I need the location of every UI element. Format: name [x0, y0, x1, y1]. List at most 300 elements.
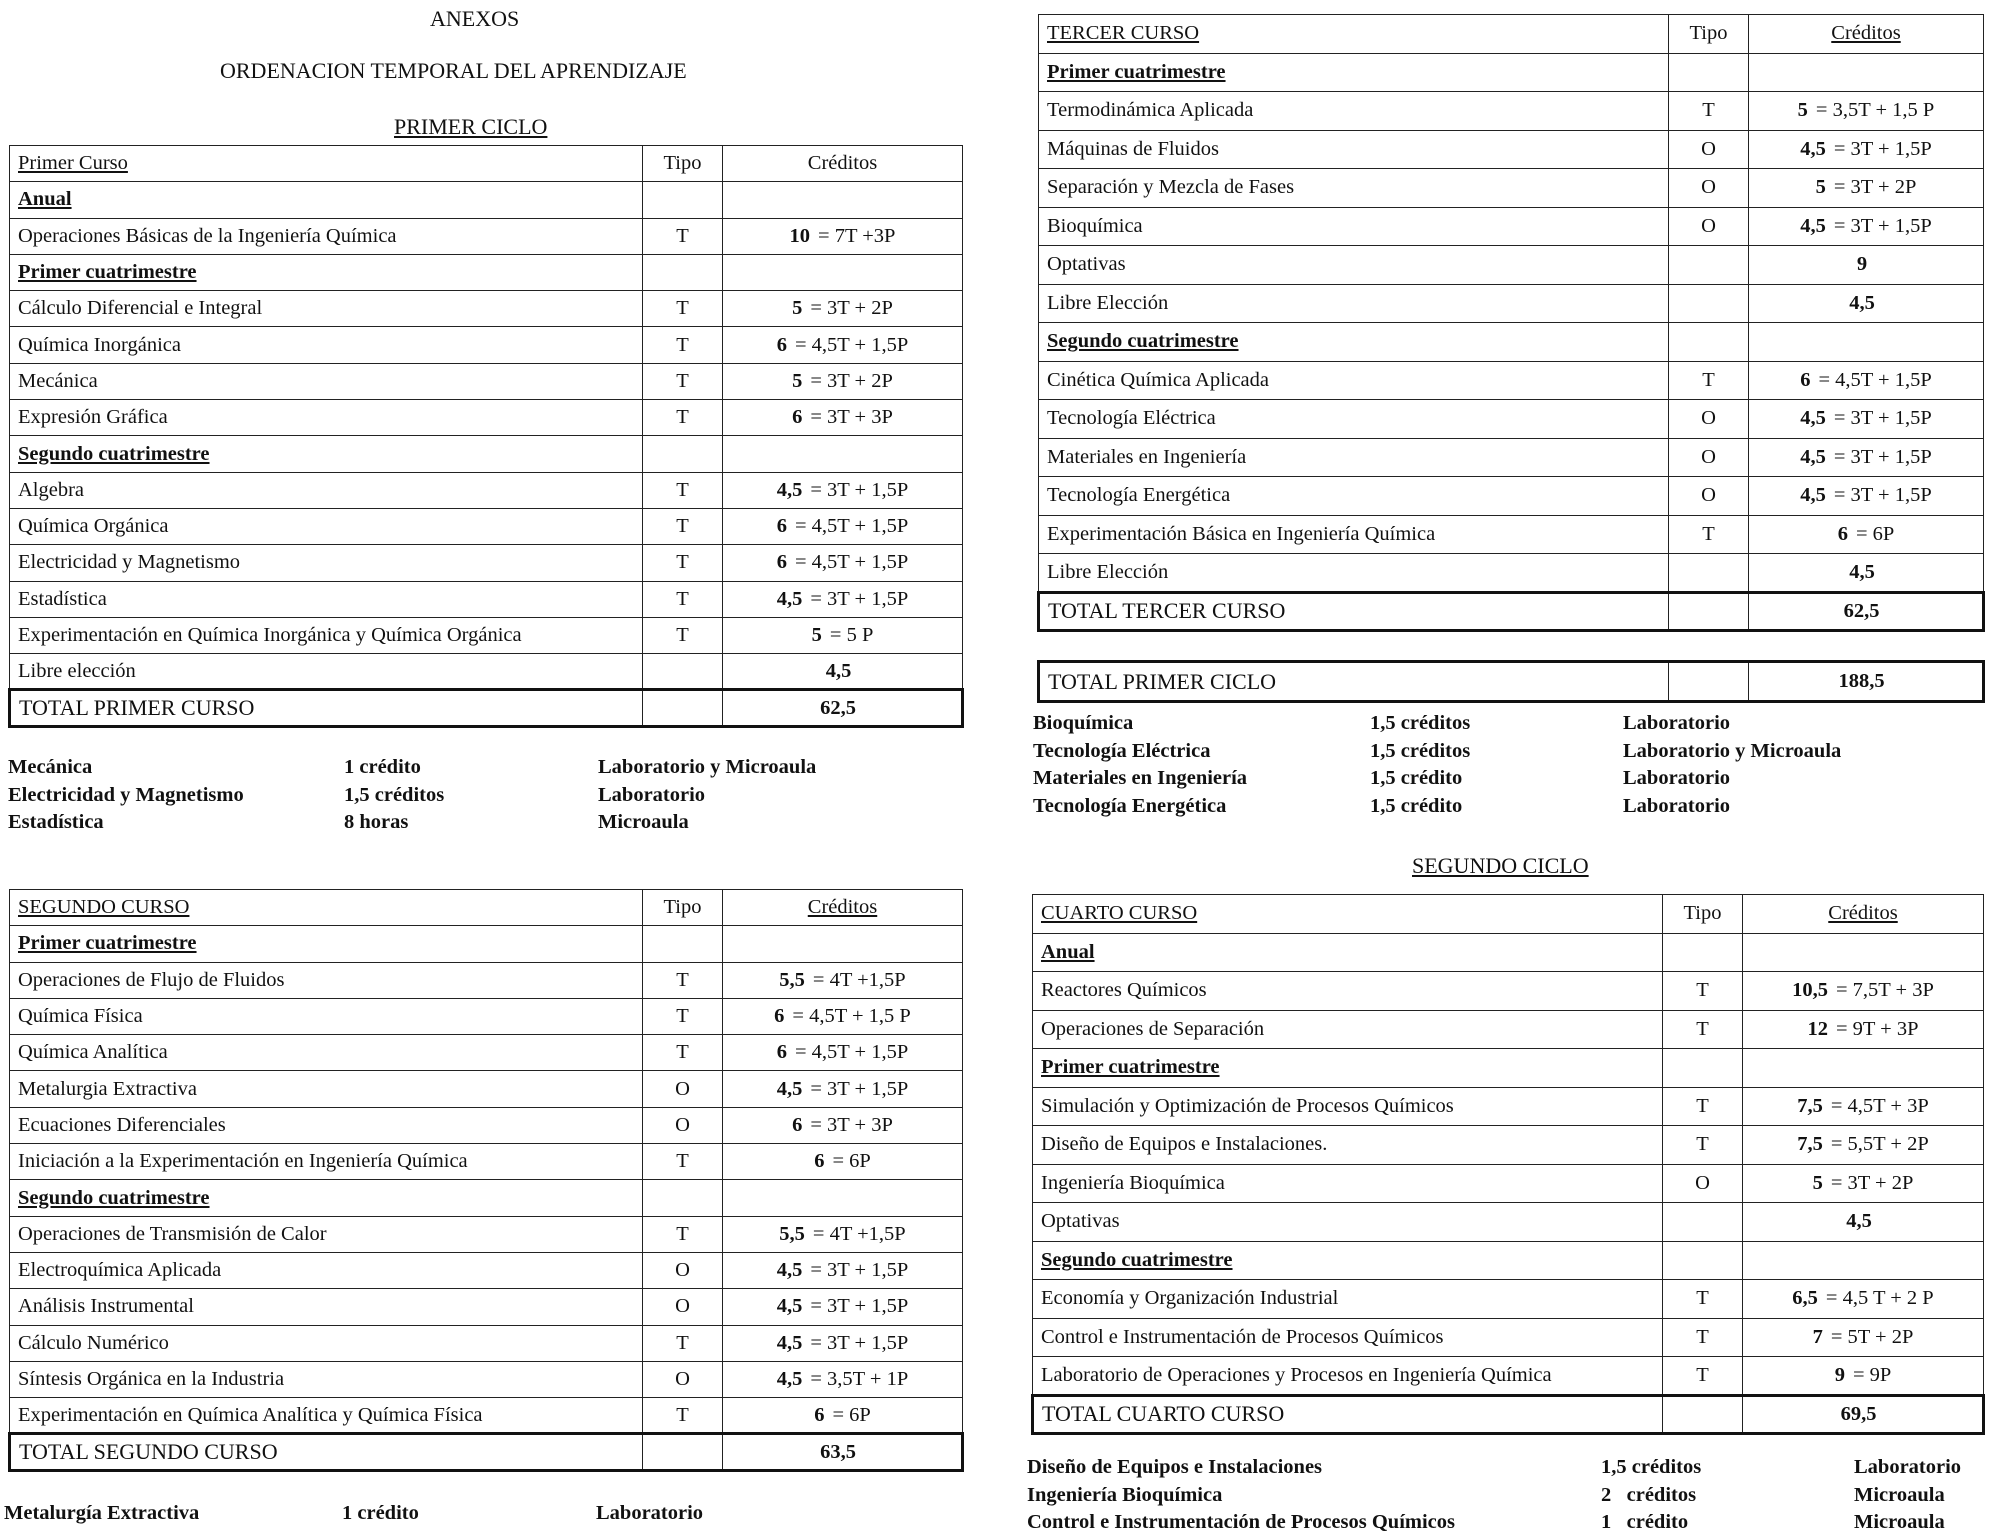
segundo-curso-notes: [4, 1502, 964, 1530]
tipo-cell: [1669, 323, 1749, 362]
credit-breakdown: = 4,5T + 3P: [1830, 1094, 1929, 1117]
creditos-cell: [723, 998, 963, 1034]
section-label: Primer cuatrimestre: [10, 926, 643, 962]
creditos-cell: [723, 508, 963, 544]
note-place: Laboratorio: [1854, 1456, 1962, 1478]
table-row: [1039, 515, 1984, 554]
total-row: [10, 690, 963, 726]
tipo-cell: T: [643, 1216, 723, 1252]
subject-label: Cinética Química Aplicada: [1039, 361, 1669, 400]
creditos-cell: [1749, 438, 1984, 477]
credit-total: 5: [792, 297, 803, 320]
table-row: [1033, 1164, 1984, 1203]
subject-label: Química Física: [10, 998, 643, 1034]
credit-total: 4,5: [1800, 484, 1826, 507]
tipo-cell: T: [643, 581, 723, 617]
credit-breakdown: = 4,5T + 1,5P: [794, 333, 909, 356]
table-row: [1039, 554, 1984, 593]
table-row: [10, 1325, 963, 1361]
creditos-cell: [1749, 207, 1984, 246]
table-row: [10, 654, 963, 690]
section-row: [10, 182, 963, 218]
section-label: Segundo cuatrimestre: [10, 1180, 643, 1216]
credit-total: 5: [1797, 99, 1808, 122]
table-row: [10, 1398, 963, 1434]
tipo-cell: T: [643, 291, 723, 327]
section-label: Segundo cuatrimestre: [1039, 323, 1669, 362]
creditos-cell: [723, 327, 963, 363]
subject-label: Operaciones de Transmisión de Calor: [10, 1216, 643, 1252]
credit-breakdown: = 5,5T + 2P: [1830, 1133, 1929, 1156]
table-row: [10, 1289, 963, 1325]
table-row: [1033, 1318, 1984, 1357]
table-row: [1039, 246, 1984, 285]
table-row: [1033, 1357, 1984, 1396]
creditos-cell: [723, 1289, 963, 1325]
tipo-cell: O: [643, 1361, 723, 1397]
creditos-cell: [723, 962, 963, 998]
tipo-cell: T: [1663, 1087, 1743, 1126]
note-credits: 1 crédito: [344, 756, 421, 778]
creditos-cell: [1749, 92, 1984, 131]
credit-breakdown: = 3T + 1,5P: [810, 1259, 909, 1282]
tercer-curso-table: [1037, 14, 1985, 632]
primer-curso-table: [8, 145, 964, 728]
credit-breakdown: = 6P: [832, 1150, 871, 1173]
credit-breakdown: = 3T + 1,5P: [810, 1077, 909, 1100]
creditos-cell: [723, 1252, 963, 1288]
table-row: [1033, 1087, 1984, 1126]
credit-breakdown: = 3T + 1,5P: [1833, 214, 1932, 237]
credit-breakdown: = 3T + 2P: [810, 297, 893, 320]
credit-total: 4,5: [1800, 214, 1826, 237]
creditos-cell: [1749, 53, 1984, 92]
subject-label: Electroquímica Aplicada: [10, 1252, 643, 1288]
subject-label: Operaciones de Separación: [1033, 1010, 1663, 1049]
note-row: [1033, 712, 1993, 740]
creditos-cell: [723, 1361, 963, 1397]
credit-breakdown: = 3T + 1,5P: [1833, 445, 1932, 468]
tipo-cell: [643, 1180, 723, 1216]
section-row: [1033, 1241, 1984, 1280]
credit-breakdown: = 3T + 1,5P: [1833, 137, 1932, 160]
tipo-cell: [643, 182, 723, 218]
creditos-header: Créditos: [723, 890, 963, 926]
creditos-cell: [723, 291, 963, 327]
credit-total: 4,5: [776, 1259, 803, 1282]
credit-breakdown: = 9T + 3P: [1835, 1017, 1919, 1040]
tipo-cell: T: [1663, 1280, 1743, 1319]
subject-label: Separación y Mezcla de Fases: [1039, 169, 1669, 208]
tipo-cell: T: [643, 1035, 723, 1071]
tipo-cell: [643, 690, 723, 726]
credit-breakdown: = 4T +1,5P: [812, 968, 906, 991]
table-row: [1033, 1010, 1984, 1049]
credit-breakdown: = 3T + 3P: [810, 1113, 893, 1136]
subject-label: Control e Instrumentación de Procesos Químicos: [1033, 1318, 1663, 1357]
note-credits: 1 crédito: [342, 1502, 419, 1524]
creditos-cell: [1749, 662, 1984, 702]
tipo-cell: O: [1669, 438, 1749, 477]
note-subject: Control e Instrumentación de Procesos Químicos: [1027, 1511, 1456, 1533]
creditos-cell: [723, 1216, 963, 1252]
tipo-cell: [1669, 53, 1749, 92]
tipo-cell: T: [1663, 1126, 1743, 1165]
second-cycle-heading: SEGUNDO CICLO: [1412, 853, 1589, 878]
table-row: [10, 472, 963, 508]
credit-breakdown: = 5T + 2P: [1830, 1325, 1914, 1348]
creditos-cell: [723, 400, 963, 436]
note-row: [8, 811, 968, 839]
credit-total: 9: [1834, 1363, 1845, 1386]
credit-total: 4,5: [776, 1368, 803, 1390]
section-row: [1033, 933, 1984, 972]
subject-label: Cálculo Numérico: [10, 1325, 643, 1361]
creditos-cell: [1749, 592, 1984, 631]
tipo-cell: T: [643, 508, 723, 544]
creditos-header: Créditos: [723, 146, 963, 182]
tipo-cell: T: [643, 327, 723, 363]
table-row: [10, 327, 963, 363]
tipo-cell: T: [643, 218, 723, 254]
note-row: [1033, 795, 1993, 823]
tipo-cell: [1663, 1395, 1743, 1434]
total-row: [10, 1434, 963, 1470]
credit-total: 10,5: [1792, 979, 1828, 1002]
credit-total: 6,5: [1792, 1287, 1818, 1310]
creditos-cell: [723, 182, 963, 218]
table-header-row: [10, 890, 963, 926]
note-credits: 1,5 créditos: [1601, 1456, 1702, 1478]
credit-total: 5: [811, 624, 822, 646]
creditos-header: Créditos: [1743, 895, 1984, 934]
credit-total: 4,5: [776, 1077, 803, 1100]
credit-breakdown: = 3T + 1,5P: [810, 1331, 909, 1354]
primer-curso-notes: [8, 756, 968, 839]
tipo-cell: O: [643, 1107, 723, 1143]
total-row: [1039, 592, 1984, 631]
cuarto-curso-table: [1031, 894, 1985, 1435]
section-row: [10, 254, 963, 290]
subject-label: Laboratorio de Operaciones y Procesos en Ingeniería Química: [1033, 1357, 1663, 1396]
table-header-row: [10, 146, 963, 182]
table-row: [10, 363, 963, 399]
note-subject: Tecnología Eléctrica: [1033, 739, 1211, 762]
creditos-cell: [723, 654, 963, 690]
subject-label: Termodinámica Aplicada: [1039, 92, 1669, 131]
tipo-cell: T: [643, 617, 723, 653]
subject-label: Libre Elección: [1039, 554, 1669, 593]
creditos-cell: [723, 690, 963, 726]
table-row: [10, 1144, 963, 1180]
creditos-cell: [723, 617, 963, 653]
credit-breakdown: = 7,5T + 3P: [1835, 979, 1934, 1002]
credit-total: 6: [814, 1403, 825, 1426]
table-row: [1033, 1280, 1984, 1319]
note-credits: 8 horas: [344, 811, 409, 833]
creditos-cell: [1749, 400, 1984, 439]
subject-label: Simulación y Optimización de Procesos Químicos: [1033, 1087, 1663, 1126]
credit-total: 4,5: [1846, 1210, 1872, 1233]
tipo-cell: [643, 254, 723, 290]
subject-label: Operaciones Básicas de la Ingeniería Química: [10, 218, 643, 254]
table-row: [1033, 972, 1984, 1011]
subject-label: Operaciones de Flujo de Fluidos: [10, 962, 643, 998]
tipo-cell: T: [643, 472, 723, 508]
note-place: Microaula: [598, 811, 689, 833]
subject-label: Estadística: [10, 581, 643, 617]
table-row: [10, 1252, 963, 1288]
table-header-row: [1033, 895, 1984, 934]
credit-total: 4,5: [1800, 407, 1826, 430]
creditos-cell: [1743, 1126, 1984, 1165]
table-row: [10, 400, 963, 436]
tercer-curso-notes: [1033, 712, 1993, 822]
credit-total: 6: [792, 406, 803, 429]
creditos-cell: [723, 1035, 963, 1071]
subject-label: Experimentación en Química Inorgánica y Química Orgánica: [10, 617, 643, 653]
table-row: [10, 617, 963, 653]
credit-breakdown: = 3T + 2P: [810, 369, 893, 392]
course-title: Primer Curso: [10, 146, 643, 182]
creditos-cell: [1743, 1010, 1984, 1049]
credit-breakdown: = 3T + 1,5P: [810, 1295, 909, 1318]
credit-total: 5: [1815, 176, 1826, 199]
table-row: [1039, 130, 1984, 169]
credit-total: 7: [1812, 1325, 1823, 1348]
credit-breakdown: = 6P: [1855, 522, 1895, 545]
subject-label: TOTAL TERCER CURSO: [1039, 592, 1669, 631]
section-label: Anual: [1033, 933, 1663, 972]
table-row: [10, 218, 963, 254]
note-place: Laboratorio: [596, 1502, 704, 1524]
subject-label: Bioquímica: [1039, 207, 1669, 246]
tipo-cell: T: [643, 962, 723, 998]
credit-total: 6: [776, 1041, 787, 1064]
credit-breakdown: = 4,5T + 1,5P: [794, 551, 909, 574]
section-label: Segundo cuatrimestre: [1033, 1241, 1663, 1280]
credit-total: 12: [1807, 1017, 1828, 1040]
credit-total: 4,5: [825, 659, 852, 682]
total-row: [1039, 662, 1984, 702]
credit-total: 6: [792, 1113, 803, 1136]
creditos-cell: [723, 1144, 963, 1180]
creditos-header: Créditos: [1749, 15, 1984, 54]
tipo-cell: O: [1669, 477, 1749, 516]
credit-breakdown: = 7T +3P: [818, 224, 896, 247]
tipo-cell: O: [643, 1289, 723, 1325]
tipo-cell: [1669, 592, 1749, 631]
credit-total: 6: [1837, 522, 1848, 545]
annex-heading: ANEXOS: [430, 6, 520, 31]
creditos-cell: [723, 1071, 963, 1107]
credit-breakdown: = 4,5T + 1,5P: [794, 515, 909, 538]
tipo-cell: T: [643, 363, 723, 399]
subject-label: Metalurgia Extractiva: [10, 1071, 643, 1107]
tipo-cell: O: [643, 1252, 723, 1288]
creditos-cell: [1743, 1087, 1984, 1126]
tipo-header: Tipo: [643, 146, 723, 182]
credit-breakdown: = 4T +1,5P: [812, 1222, 906, 1245]
credit-total: 69,5: [1840, 1402, 1877, 1425]
creditos-cell: [1743, 1357, 1984, 1396]
tipo-cell: [643, 926, 723, 962]
creditos-cell: [1743, 1164, 1984, 1203]
note-place: Laboratorio y Microaula: [598, 756, 817, 778]
subject-label: Reactores Químicos: [1033, 972, 1663, 1011]
credit-breakdown: = 6P: [832, 1403, 871, 1426]
credit-total: 5,5: [779, 1222, 805, 1245]
table-row: [1033, 1203, 1984, 1242]
subject-label: Tecnología Energética: [1039, 477, 1669, 516]
note-subject: Bioquímica: [1033, 712, 1134, 734]
credit-breakdown: = 3T + 1,5P: [810, 478, 909, 501]
creditos-cell: [723, 1398, 963, 1434]
table-row: [1039, 284, 1984, 323]
subject-label: Experimentación Básica en Ingeniería Química: [1039, 515, 1669, 554]
note-subject: Mecánica: [8, 756, 93, 778]
tipo-cell: [643, 1434, 723, 1470]
creditos-cell: [1749, 554, 1984, 593]
credit-total: 4,5: [776, 587, 803, 610]
tipo-cell: [1663, 1049, 1743, 1088]
credit-breakdown: = 3T + 2P: [1830, 1171, 1914, 1194]
credit-breakdown: = 4,5T + 1,5P: [794, 1041, 909, 1064]
first-cycle-heading: PRIMER CICLO: [394, 114, 548, 139]
table-row: [10, 545, 963, 581]
tipo-cell: T: [643, 1325, 723, 1361]
creditos-cell: [723, 926, 963, 962]
creditos-cell: [1749, 246, 1984, 285]
creditos-cell: [723, 1325, 963, 1361]
section-label: Primer cuatrimestre: [1039, 53, 1669, 92]
tipo-cell: [1669, 246, 1749, 285]
subject-label: Ecuaciones Diferenciales: [10, 1107, 643, 1143]
creditos-cell: [1743, 1049, 1984, 1088]
credit-total: 188,5: [1838, 670, 1885, 692]
credit-total: 62,5: [820, 696, 856, 719]
subject-label: Ingeniería Bioquímica: [1033, 1164, 1663, 1203]
credit-total: 6: [774, 1005, 785, 1028]
credit-total: 4,5: [1849, 560, 1875, 583]
creditos-cell: [1743, 1318, 1984, 1357]
credit-breakdown: = 3T + 3P: [810, 406, 893, 429]
note-row: [1033, 767, 1993, 795]
note-row: [8, 756, 968, 784]
segundo-curso-table: [8, 889, 964, 1472]
credit-total: 7,5: [1797, 1133, 1823, 1156]
credit-breakdown: = 3T + 1,5P: [1833, 407, 1932, 430]
tipo-cell: [1669, 662, 1749, 702]
creditos-cell: [723, 254, 963, 290]
subject-label: Optativas: [1033, 1203, 1663, 1242]
tipo-cell: [1669, 554, 1749, 593]
credit-breakdown: = 3,5T + 1P: [810, 1368, 909, 1390]
subject-label: Economía y Organización Industrial: [1033, 1280, 1663, 1319]
tipo-cell: [1663, 933, 1743, 972]
table-row: [10, 1216, 963, 1252]
note-credits: 2 créditos: [1601, 1483, 1697, 1506]
cuarto-curso-notes: [1027, 1456, 1997, 1539]
note-credits: 1,5 créditos: [1370, 712, 1471, 734]
section-row: [10, 1180, 963, 1216]
section-row: [1039, 323, 1984, 362]
note-place: Laboratorio: [1623, 794, 1731, 817]
course-title: TERCER CURSO: [1039, 15, 1669, 54]
note-credits: 1,5 crédito: [1370, 794, 1463, 817]
table-row: [1039, 477, 1984, 516]
section-label: Anual: [10, 182, 643, 218]
course-title: CUARTO CURSO: [1033, 895, 1663, 934]
credit-total: 6: [776, 515, 787, 538]
note-place: Microaula: [1854, 1483, 1945, 1506]
note-place: Laboratorio y Microaula: [1623, 739, 1842, 762]
credit-breakdown: = 4,5 T + 2 P: [1825, 1287, 1934, 1310]
note-subject: Materiales en Ingeniería: [1033, 767, 1248, 789]
section-label: Primer cuatrimestre: [10, 254, 643, 290]
tipo-cell: [643, 654, 723, 690]
table-row: [1039, 400, 1984, 439]
creditos-cell: [723, 1434, 963, 1470]
credit-total: 62,5: [1843, 599, 1880, 622]
tipo-cell: T: [1663, 1318, 1743, 1357]
tipo-cell: T: [1663, 972, 1743, 1011]
credit-total: 6: [776, 551, 787, 574]
note-subject: Estadística: [8, 811, 104, 833]
table-row: [1033, 1126, 1984, 1165]
credit-total: 6: [776, 333, 787, 356]
tipo-cell: O: [1669, 169, 1749, 208]
creditos-cell: [1749, 323, 1984, 362]
credit-breakdown: = 3T + 2P: [1833, 176, 1917, 199]
subject-label: Tecnología Eléctrica: [1039, 400, 1669, 439]
table-row: [10, 1035, 963, 1071]
creditos-cell: [1743, 972, 1984, 1011]
credit-total: 4,5: [1849, 291, 1875, 314]
tipo-cell: T: [643, 998, 723, 1034]
tipo-header: Tipo: [643, 890, 723, 926]
subject-label: TOTAL SEGUNDO CURSO: [10, 1434, 643, 1470]
creditos-cell: [1743, 1280, 1984, 1319]
credit-total: 6: [1800, 368, 1811, 391]
note-subject: Diseño de Equipos e Instalaciones: [1027, 1456, 1323, 1478]
creditos-cell: [723, 436, 963, 472]
tipo-cell: [1663, 1203, 1743, 1242]
credit-breakdown: = 3,5T + 1,5 P: [1815, 99, 1935, 122]
creditos-cell: [1743, 1395, 1984, 1434]
creditos-cell: [1743, 933, 1984, 972]
subject-label: TOTAL CUARTO CURSO: [1033, 1395, 1663, 1434]
note-credits: 1,5 créditos: [344, 783, 445, 806]
table-row: [1039, 438, 1984, 477]
credit-breakdown: = 9P: [1852, 1363, 1892, 1386]
credit-total: 5,5: [779, 968, 805, 991]
subject-label: Electricidad y Magnetismo: [10, 545, 643, 581]
creditos-cell: [1749, 284, 1984, 323]
subject-label: Algebra: [10, 472, 643, 508]
tipo-cell: T: [643, 1398, 723, 1434]
creditos-cell: [1749, 515, 1984, 554]
subject-label: TOTAL PRIMER CURSO: [10, 690, 643, 726]
subject-label: Máquinas de Fluidos: [1039, 130, 1669, 169]
credit-total: 9: [1856, 253, 1868, 276]
tipo-cell: T: [643, 1144, 723, 1180]
creditos-cell: [1743, 1203, 1984, 1242]
subject-label: Cálculo Diferencial e Integral: [10, 291, 643, 327]
credit-total: 4,5: [776, 1331, 803, 1354]
subject-label: Análisis Instrumental: [10, 1289, 643, 1325]
credit-breakdown: = 3T + 1,5P: [1833, 484, 1932, 507]
